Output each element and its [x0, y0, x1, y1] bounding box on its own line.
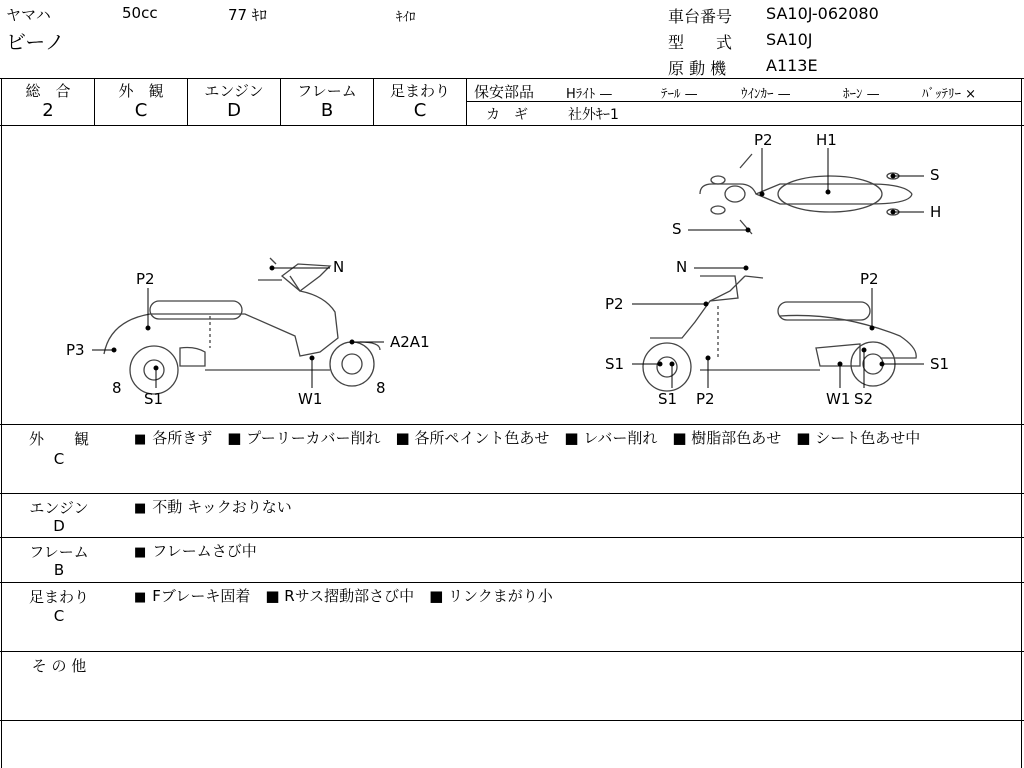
maker: ヤマハ — [6, 6, 51, 24]
scooter-damage-diagram — [0, 126, 1024, 424]
label-left-8-rear: 8 — [376, 379, 386, 397]
displacement: 50cc — [122, 4, 158, 22]
safety-parts-label: 保安部品 — [474, 83, 535, 101]
divider — [0, 424, 1024, 425]
label-right-p2-seat: P2 — [860, 270, 879, 288]
label-top-h: H — [930, 203, 942, 221]
section-label: そ の 他 — [31, 657, 87, 675]
label-right-s1-rear: S1 — [930, 355, 950, 373]
divider — [0, 720, 1024, 721]
safety-item-winker: ｳｲﾝｶｰ — — [741, 87, 791, 102]
label-left-p2: P2 — [136, 270, 155, 288]
label-right-s1-bottom: S1 — [658, 390, 678, 408]
safety-item-battery: ﾊﾞｯﾃﾘｰ × — [922, 87, 977, 102]
rating-label-overall: 総 合 — [25, 82, 71, 100]
section-grade: D — [53, 517, 65, 535]
section-label: 外 観 — [28, 430, 89, 448]
label-top-p2: P2 — [754, 131, 773, 149]
rating-value-overall: 2 — [42, 100, 54, 121]
key-value: 社外ｷｰ1 — [568, 107, 619, 123]
divider — [0, 651, 1024, 652]
rating-value-suspension: C — [413, 100, 427, 121]
label-left-n: N — [333, 258, 345, 276]
rating-label-suspension: 足まわり — [389, 82, 450, 100]
label-left-8-front: 8 — [112, 379, 122, 397]
rating-label-engine: エンジン — [204, 82, 264, 100]
rating-label-frame: フレーム — [297, 82, 357, 100]
section-notes: ■ フレームさび中 — [134, 540, 1018, 564]
safety-item-headlight: Hﾗｲﾄ — — [566, 87, 613, 102]
mileage: 77 ｷﾛ — [228, 6, 267, 24]
scooter-top-view — [700, 154, 912, 234]
divider — [0, 582, 1024, 583]
chassis-label: 車台番号 — [668, 7, 733, 26]
rating-value-engine: D — [227, 100, 241, 121]
label-left-w1: W1 — [298, 390, 323, 408]
type-value: SA10J — [766, 30, 813, 49]
label-right-n: N — [676, 258, 688, 276]
section-grade: C — [53, 607, 65, 625]
mileage-unit: ｷｲﾛ — [396, 10, 416, 25]
label-left-s1: S1 — [144, 390, 164, 408]
type-label: 型 式 — [668, 33, 733, 52]
label-top-h1: H1 — [816, 131, 837, 149]
section-label: フレーム — [29, 543, 89, 561]
section-notes: ■ 不動 キックおりない — [134, 496, 1018, 520]
key-label: カ ギ — [486, 107, 528, 123]
label-right-w1: W1 — [826, 390, 851, 408]
section-grade: B — [53, 561, 65, 579]
divider — [0, 493, 1024, 494]
section-label: 足まわり — [28, 588, 89, 606]
section-grade: C — [53, 450, 65, 468]
engine-label: 原 動 機 — [668, 59, 727, 78]
rating-value-exterior: C — [134, 100, 148, 121]
section-label: エンジン — [29, 499, 89, 517]
label-top-s: S — [930, 166, 940, 184]
scooter-right-view — [643, 276, 916, 391]
label-top-s-left: S — [672, 220, 682, 238]
label-left-a2a1: A2A1 — [390, 333, 430, 351]
safety-item-taillight: ﾃｰﾙ — — [661, 87, 698, 102]
label-right-s2: S2 — [854, 390, 874, 408]
label-right-p2: P2 — [605, 295, 624, 313]
section-notes: ■ Fブレーキ固着 ■ Rサス摺動部さび中 ■ リンクまがり小 — [134, 585, 1018, 609]
model-name: ビーノ — [6, 30, 65, 54]
label-left-p3: P3 — [66, 341, 85, 359]
divider — [0, 537, 1024, 538]
engine-value: A113E — [766, 56, 818, 75]
label-right-s1-left: S1 — [605, 355, 625, 373]
safety-item-horn: ﾎｰﾝ — — [843, 87, 880, 102]
rating-label-exterior: 外 観 — [118, 82, 164, 100]
label-right-p2-bottom: P2 — [696, 390, 715, 408]
divider — [0, 78, 1024, 79]
rating-value-frame: B — [320, 100, 334, 121]
section-notes: ■ 各所きず ■ プーリーカバー削れ ■ 各所ペイント色あせ ■ レバー削れ ■ 樹脂部色あせ ■ シート色あせ中 — [134, 427, 1018, 451]
chassis-number: SA10J-062080 — [766, 4, 879, 23]
